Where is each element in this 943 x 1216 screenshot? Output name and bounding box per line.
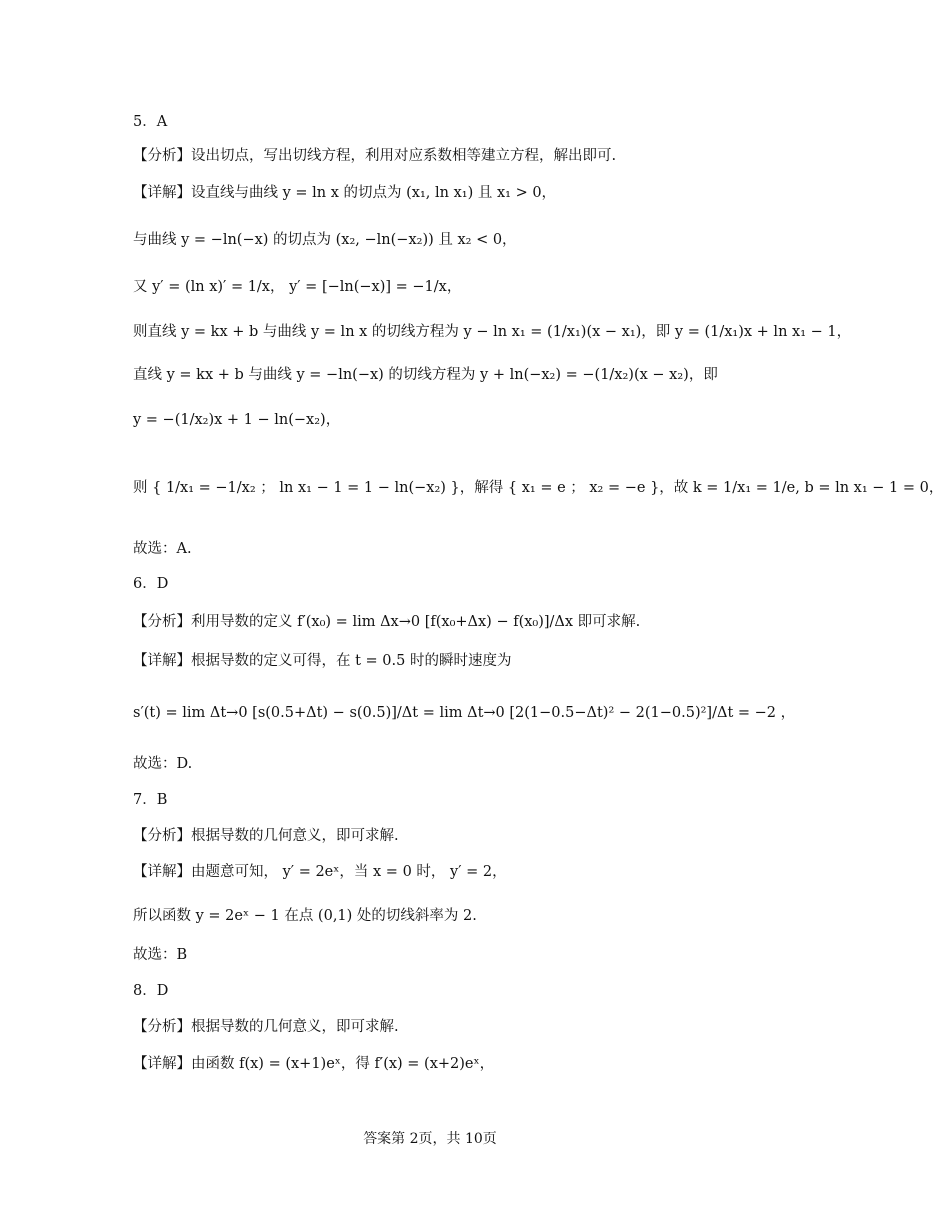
q5-analysis: 【分析】设出切点，写出切线方程，利用对应系数相等建立方程，解出即可. (133, 148, 617, 164)
q5-detail-line: 则直线 y = kx + b 与曲线 y = ln x 的切线方程为 y − ln x₁ = (1/x₁)(x − x₁)，即 y = (1/x₁)x + ln x₁ − 1， (133, 324, 852, 340)
q5-detail-line: 与曲线 y = −ln(−x) 的切点为 (x₂, −ln(−x₂)) 且 x₂ < 0， (133, 232, 517, 248)
q7-detail-line: 所以函数 y = 2eˣ − 1 在点 (0,1) 处的切线斜率为 2. (133, 908, 477, 924)
q5-answer-label: 5．A (133, 114, 168, 130)
q5-detail-line: 直线 y = kx + b 与曲线 y = −ln(−x) 的切线方程为 y + ln(−x₂) = −(1/x₂)(x − x₂)，即 (133, 367, 718, 383)
q6-answer-label: 6．D (133, 576, 169, 592)
q7-analysis: 【分析】根据导数的几何意义，即可求解. (133, 828, 399, 844)
q7-answer-label: 7．B (133, 792, 168, 808)
q5-detail-line: 【详解】设直线与曲线 y = ln x 的切点为 (x₁, ln x₁) 且 x₁ > 0， (133, 185, 557, 201)
q7-choice: 故选：B (133, 947, 188, 963)
q8-answer-label: 8．D (133, 983, 169, 999)
q6-analysis: 【分析】利用导数的定义 f′(x₀) = lim Δx→0 [f(x₀+Δx) − f(x₀)]/Δx 即可求解. (133, 614, 641, 630)
page-footer: 答案第 2页，共 10页 (363, 1131, 497, 1147)
q5-detail-line: y = −(1/x₂)x + 1 − ln(−x₂)， (133, 412, 341, 428)
q5-detail-line: 又 y′ = (ln x)′ = 1/x， y′ = [−ln(−x)] = −1/x， (133, 279, 462, 295)
q5-choice: 故选：A. (133, 541, 192, 557)
q8-analysis: 【分析】根据导数的几何意义，即可求解. (133, 1019, 399, 1035)
q5-system-equations: 则 { 1/x₁ = −1/x₂ ； ln x₁ − 1 = 1 − ln(−x₂) }，解得 { x₁ = e ； x₂ = −e }，故 k = 1/x₁ = 1/e, b = ln x₁ − 1 = 0， (133, 480, 943, 496)
q8-detail-line: 【详解】由函数 f(x) = (x+1)eˣ，得 f′(x) = (x+2)eˣ， (133, 1056, 495, 1072)
q6-detail-line: 【详解】根据导数的定义可得，在 t = 0.5 时的瞬时速度为 (133, 653, 512, 669)
q6-limit-formula: s′(t) = lim Δt→0 [s(0.5+Δt) − s(0.5)]/Δt = lim Δt→0 [2(1−0.5−Δt)² − 2(1−0.5)²]/Δt = −2 ， (133, 705, 796, 721)
q7-detail-line: 【详解】由题意可知， y′ = 2eˣ，当 x = 0 时， y′ = 2， (133, 864, 507, 880)
q6-choice: 故选：D. (133, 756, 193, 772)
